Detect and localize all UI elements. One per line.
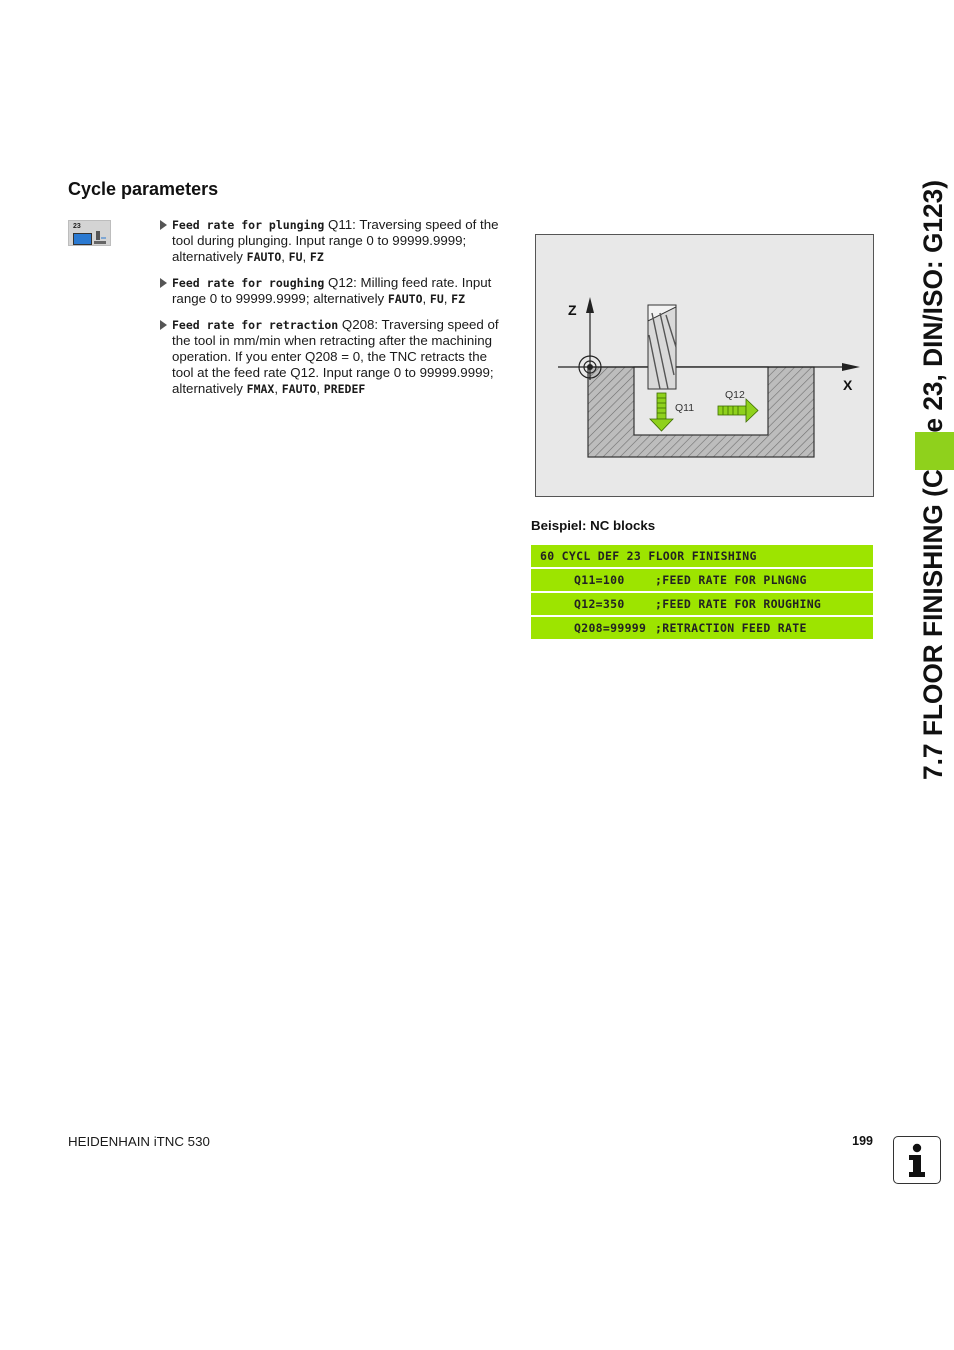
parameter-option: FAUTO <box>387 292 423 306</box>
separator: , <box>316 381 324 396</box>
nc-block-comment: ;RETRACTION FEED RATE <box>655 621 807 635</box>
nc-block-param: Q12=350 <box>574 597 625 611</box>
soft-key-number: 23 <box>73 223 81 230</box>
separator: , <box>281 249 289 264</box>
separator: , <box>302 249 310 264</box>
parameter-q12 <box>160 275 512 307</box>
bullet-arrow-icon <box>160 278 167 288</box>
section-title: Cycle parameters <box>68 179 219 199</box>
q11-label: Q11 <box>675 402 695 414</box>
parameter-name: Feed rate for retraction <box>172 318 339 332</box>
info-icon <box>893 1136 941 1184</box>
parameter-option: FU <box>429 292 444 306</box>
cycle-23-soft-key[interactable] <box>68 220 111 246</box>
chapter-tab-marker <box>915 432 954 470</box>
info-glyph <box>894 1137 939 1182</box>
parameter-list <box>160 217 512 407</box>
nc-block-row <box>531 569 873 591</box>
nc-block-line: 60 CYCL DEF 23 FLOOR FINISHING <box>540 549 757 563</box>
bullet-arrow-icon <box>160 220 167 230</box>
nc-block-row <box>531 593 873 615</box>
nc-block-param: Q11=100 <box>574 573 625 587</box>
parameter-option: FMAX <box>246 382 275 396</box>
footer-product-name: HEIDENHAIN iTNC 530 <box>68 1134 210 1149</box>
x-axis-arrow-icon <box>842 363 860 371</box>
example-label: Beispiel: NC blocks <box>531 518 656 533</box>
page-number: 199 <box>852 1134 873 1148</box>
chapter-side-title-text: 7.7 FLOOR FINISHING (Cycle 23, DIN/ISO: G123) <box>918 180 948 780</box>
parameter-option: FAUTO <box>281 382 317 396</box>
parameter-option: FZ <box>309 250 324 264</box>
parameter-name: Feed rate for roughing <box>172 276 325 290</box>
parameter-option: PREDEF <box>323 382 366 396</box>
separator: , <box>443 291 452 306</box>
nc-block-comment: ;FEED RATE FOR PLNGNG <box>655 573 807 587</box>
tool-icon <box>94 231 106 244</box>
parameter-description: Q208: Traversing speed of the tool in mm/min when retracting after the machining operation. If you enter Q208 = 0, the TNC retracts the tool at the feed rate Q12. Input range 0 to 99999.9999; alternatively <box>172 317 499 396</box>
parameter-option: FZ <box>451 292 465 306</box>
separator: , <box>274 381 282 396</box>
z-axis-label: Z <box>568 302 577 318</box>
nc-block-param: Q208=99999 <box>574 621 647 635</box>
x-axis-label: X <box>843 377 853 393</box>
nc-block-row <box>531 545 873 567</box>
separator: , <box>422 291 430 306</box>
z-axis-arrow-icon <box>586 297 594 313</box>
diagram-graphic <box>536 235 873 496</box>
floor-finishing-cycle-icon <box>73 233 92 245</box>
parameter-option: FU <box>288 250 303 264</box>
parameter-description: Q12: Milling feed rate. Input range 0 to 99999.9999; alternatively <box>172 275 492 306</box>
parameter-description: Q11: Traversing speed of the tool during plunging. Input range 0 to 99999.9999; alternatively <box>172 217 499 264</box>
parameter-option: FAUTO <box>246 250 282 264</box>
floor-finishing-diagram <box>535 234 874 497</box>
nc-block-comment: ;FEED RATE FOR ROUGHING <box>655 597 822 611</box>
end-mill-tool-icon <box>648 305 676 389</box>
parameter-name: Feed rate for plunging <box>172 218 325 232</box>
parameter-q11 <box>160 217 512 265</box>
q12-label: Q12 <box>725 389 745 401</box>
parameter-q208 <box>160 317 512 397</box>
chapter-side-title-graphic <box>897 180 954 800</box>
nc-block-row <box>531 617 873 639</box>
bullet-arrow-icon <box>160 320 167 330</box>
chapter-side-title <box>897 180 954 800</box>
